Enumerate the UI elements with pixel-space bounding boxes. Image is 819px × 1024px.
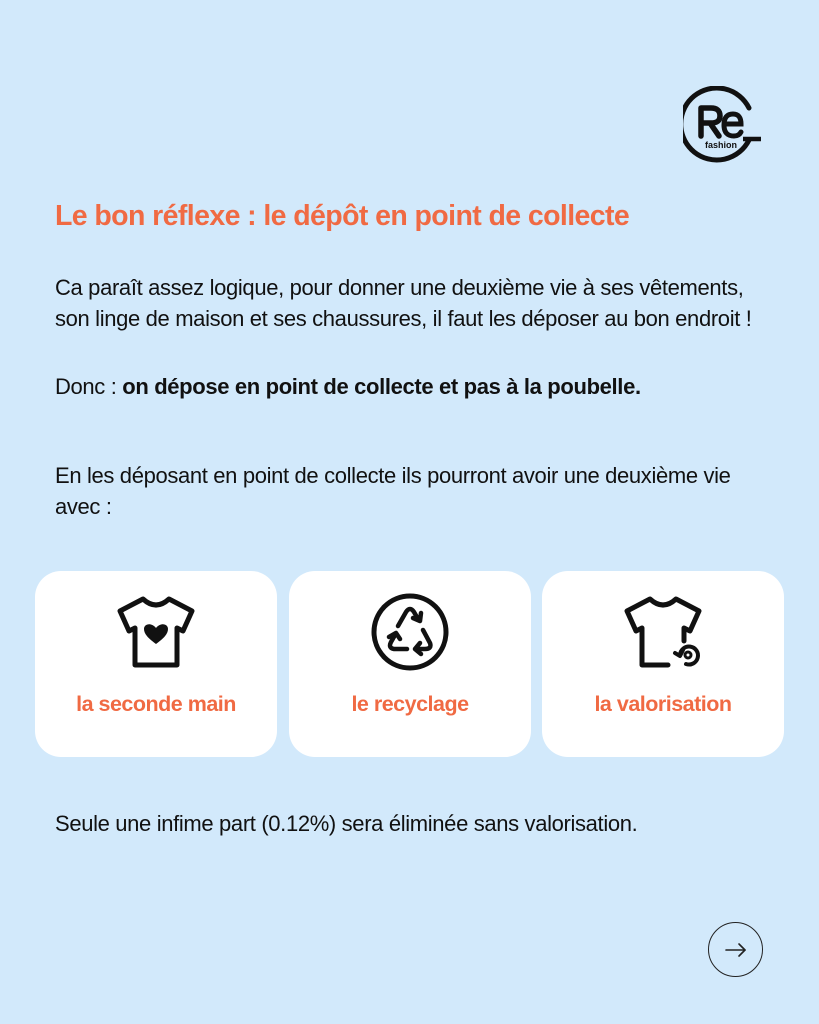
instruction-prefix: Donc : (55, 374, 123, 399)
page-title: Le bon réflexe : le dépôt en point de collecte (55, 200, 630, 232)
card-seconde-main (35, 571, 277, 757)
refashion-logo (683, 86, 763, 164)
lead-paragraph: En les déposant en point de collecte ils pourront avoir une deuxième vie avec : (55, 463, 731, 519)
tshirt-heart-icon (111, 587, 201, 677)
intro-paragraph: Ca paraît assez logique, pour donner une deuxième vie à ses vêtements, son linge de maison et ses chaussures, il faut les déposer au bon endroit ! (55, 275, 752, 331)
svg-text:fashion: fashion (704, 140, 738, 150)
tshirt-recover-icon (618, 587, 708, 677)
card-recyclage (289, 571, 531, 757)
next-button[interactable] (708, 922, 763, 977)
arrow-right-icon (723, 941, 749, 959)
card-label-recyclage: le recyclage (351, 692, 469, 716)
instruction-paragraph (55, 371, 775, 402)
recycle-icon (365, 587, 455, 677)
card-label-valorisation: la valorisation (594, 692, 732, 716)
card-valorisation (542, 571, 784, 757)
footnote-paragraph: Seule une infime part (0.12%) sera éliminée sans valorisation. (55, 811, 638, 836)
refashion-logo-mark (683, 86, 763, 164)
card-label-seconde-main: la seconde main (76, 692, 236, 716)
instruction-bold: on dépose en point de collecte et pas à la poubelle. (122, 374, 641, 399)
